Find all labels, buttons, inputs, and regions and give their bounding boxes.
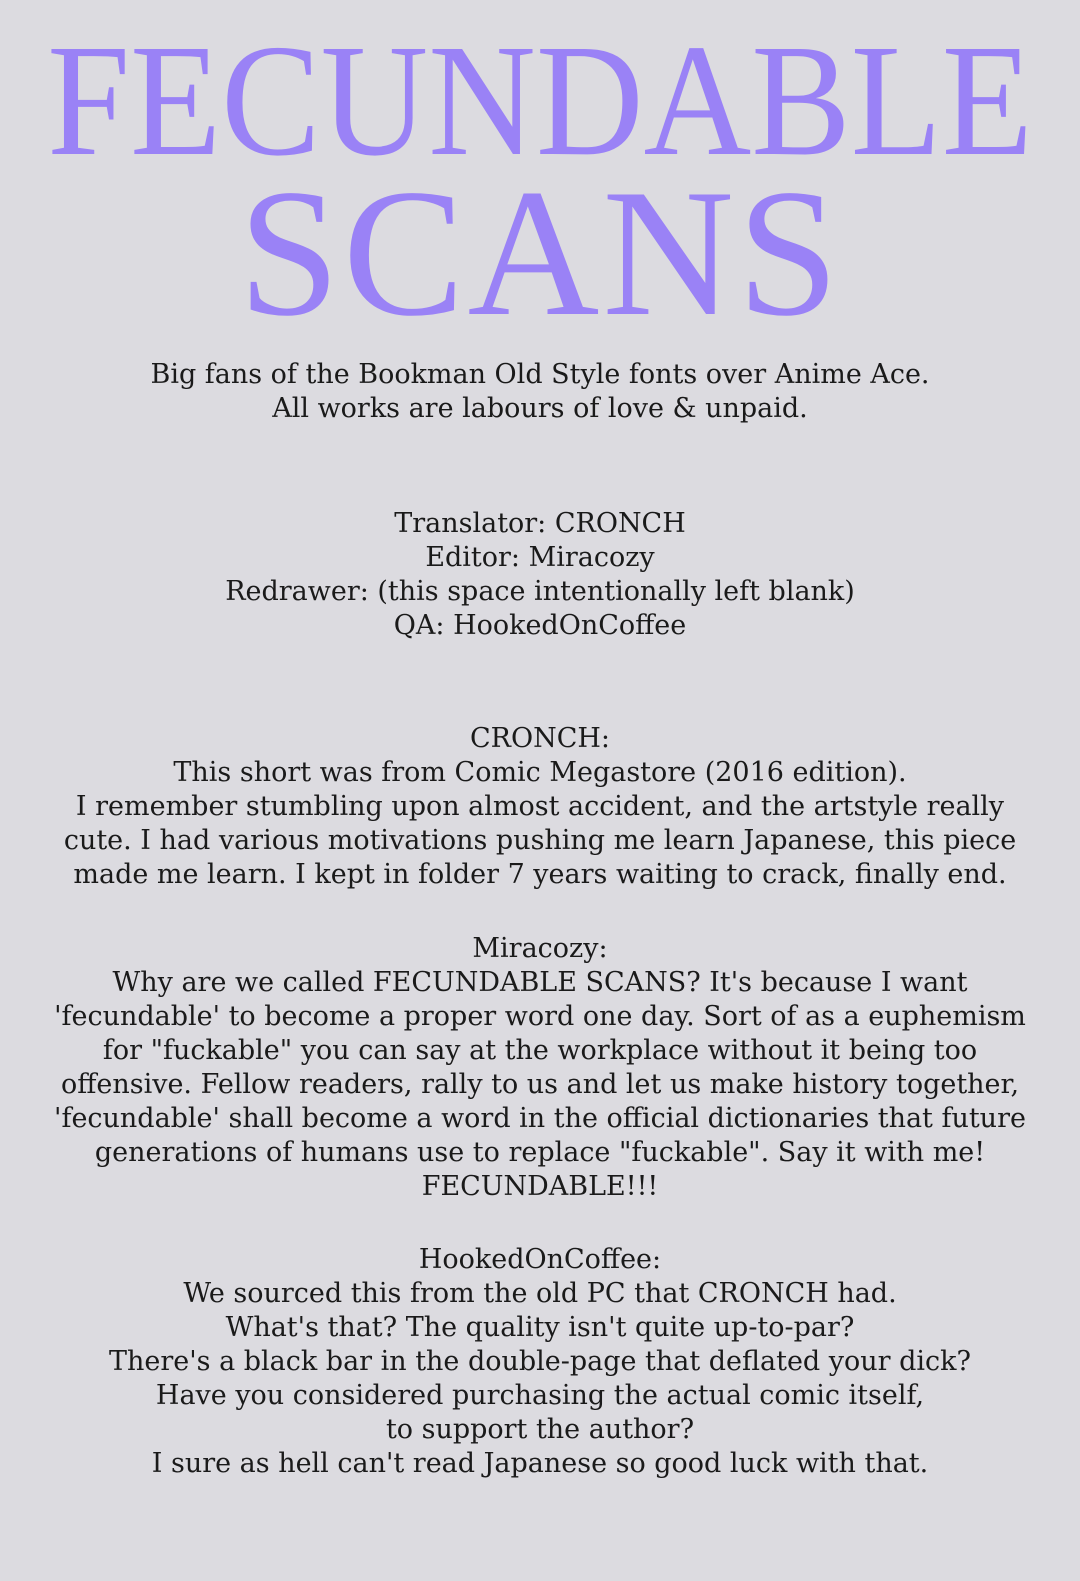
note-cronch: [0, 722, 1080, 892]
note-line: 'fecundable' to become a proper word one day. Sort of as a euphemism: [54, 1001, 1026, 1032]
note-line: cute. I had various motivations pushing me learn Japanese, this piece: [63, 825, 1017, 856]
intro-text: [0, 358, 1080, 426]
note-line: Why are we called FECUNDABLE SCANS? It's because I want: [112, 967, 968, 998]
note-line: generations of humans use to replace "fuckable". Say it with me!: [94, 1137, 986, 1168]
intro-line: All works are labours of love & unpaid.: [272, 393, 808, 424]
note-heading: CRONCH:: [470, 723, 610, 754]
credit-redrawer: Redrawer: (this space intentionally left blank): [225, 576, 855, 607]
note-line: This short was from Comic Megastore (2016 edition).: [173, 757, 907, 788]
note-line: offensive. Fellow readers, rally to us and let us make history together,: [60, 1069, 1020, 1100]
logo-title-line1: FECUNDABLE: [47, 11, 1033, 189]
note-line: I sure as hell can't read Japanese so good luck with that.: [151, 1448, 929, 1479]
note-line: There's a black bar in the double-page that deflated your dick?: [109, 1346, 971, 1377]
credit-qa: QA: HookedOnCoffee: [393, 610, 687, 641]
note-line: to support the author?: [385, 1414, 695, 1445]
note-hookedoncoffee: [0, 1243, 1080, 1481]
note-heading: HookedOnCoffee:: [418, 1244, 662, 1275]
note-line: 'fecundable' shall become a word in the official dictionaries that future: [54, 1103, 1026, 1134]
logo-title-line2: SCANS: [238, 152, 842, 354]
note-line: for "fuckable" you can say at the workplace without it being too: [102, 1035, 978, 1066]
note-line: made me learn. I kept in folder 7 years waiting to crack, finally end.: [73, 859, 1007, 890]
note-miracozy: [0, 932, 1080, 1204]
note-line: I remember stumbling upon almost accident, and the artstyle really: [75, 791, 1005, 822]
note-heading: Miracozy:: [472, 933, 608, 964]
note-line: We sourced this from the old PC that CRONCH had.: [183, 1278, 897, 1309]
credit-editor: Editor: Miracozy: [425, 542, 655, 573]
note-line: Have you considered purchasing the actual comic itself,: [155, 1380, 925, 1411]
credits-list: [0, 507, 1080, 643]
note-line: What's that? The quality isn't quite up-to-par?: [225, 1312, 855, 1343]
intro-line: Big fans of the Bookman Old Style fonts over Anime Ace.: [150, 359, 930, 390]
credit-translator: Translator: CRONCH: [394, 508, 686, 539]
note-line: FECUNDABLE!!!: [421, 1171, 659, 1202]
